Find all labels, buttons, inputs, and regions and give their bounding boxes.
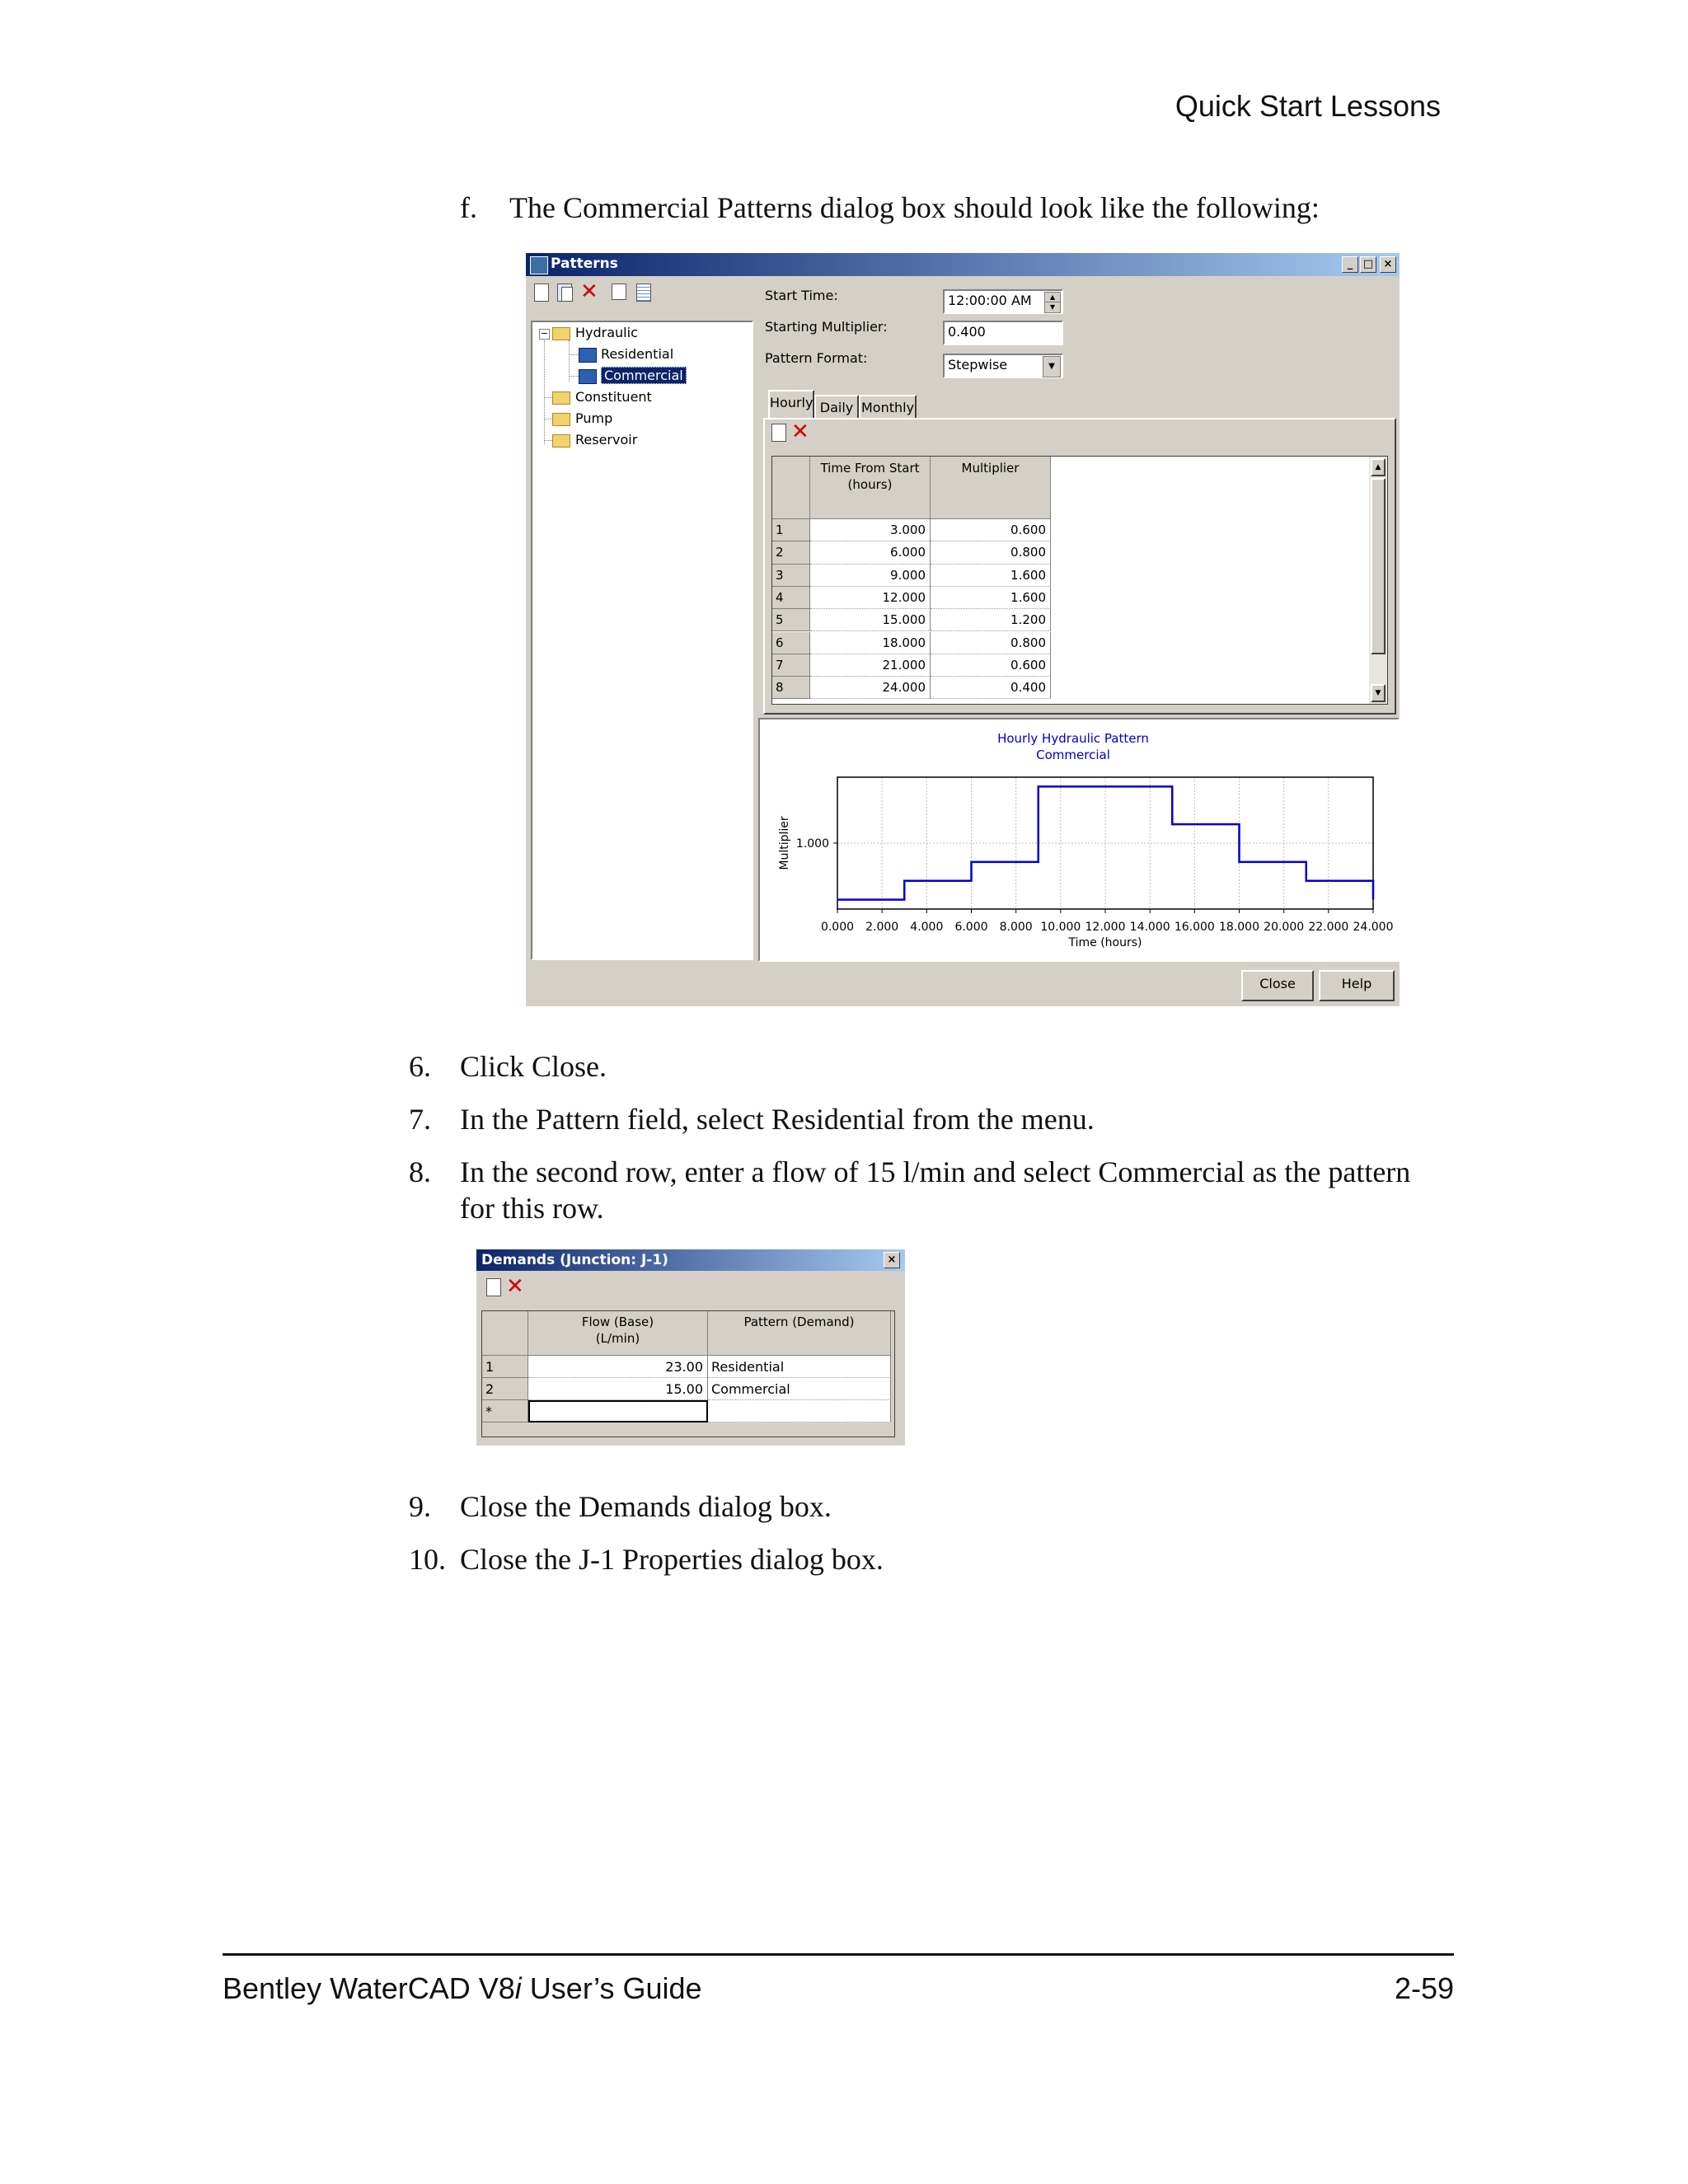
flow-cell[interactable] [528, 1400, 708, 1422]
row-number: 1 [772, 519, 810, 541]
multiplier-cell[interactable]: 0.800 [931, 632, 1051, 654]
rename-icon[interactable] [610, 283, 628, 302]
delete-row-icon[interactable]: ✕ [791, 419, 809, 444]
multiplier-cell[interactable]: 1.600 [931, 587, 1051, 609]
minimize-button[interactable]: _ [1342, 256, 1358, 273]
time-cell[interactable]: 12.000 [810, 587, 931, 609]
delete-demand-icon[interactable]: ✕ [506, 1274, 524, 1299]
x-tick-label: 20.000 [1264, 921, 1305, 934]
step-10-text: Close the J-1 Properties dialog box. [460, 1543, 884, 1576]
multiplier-cell[interactable]: 0.400 [931, 677, 1051, 699]
step-f-marker: f. [460, 191, 477, 224]
new-row-icon[interactable] [770, 423, 788, 443]
step-7-number: 7. [409, 1103, 431, 1136]
row-number: 8 [772, 677, 810, 699]
patterns-dialog [526, 253, 1400, 1006]
x-tick-label: 4.000 [910, 921, 944, 934]
scroll-thumb[interactable] [1371, 478, 1386, 654]
folder-icon [552, 327, 570, 340]
hourly-tab-panel [763, 418, 1396, 715]
footer-rule [223, 1953, 1454, 1956]
y-axis-label: Multiplier [778, 816, 791, 870]
col-header-flow[interactable]: Flow (Base) (L/min) [528, 1311, 708, 1356]
time-cell[interactable]: 18.000 [810, 632, 931, 654]
report-icon[interactable] [635, 283, 653, 302]
chart-subtitle: Commercial [1036, 748, 1110, 762]
x-tick-label: 6.000 [954, 921, 988, 934]
time-cell[interactable]: 3.000 [810, 519, 931, 541]
page-number: 2-59 [1394, 1971, 1454, 2005]
close-button[interactable]: Close [1241, 970, 1314, 1001]
tree-item-hydraulic[interactable]: Hydraulic [552, 325, 638, 340]
x-tick-label: 12.000 [1085, 921, 1126, 934]
time-cell[interactable]: 21.000 [810, 654, 931, 677]
step-6-text: Click Close. [460, 1050, 607, 1083]
col-header-time[interactable]: Time From Start (hours) [810, 457, 931, 519]
demands-titlebar [476, 1249, 905, 1271]
tree-item-commercial[interactable]: Commercial [579, 368, 687, 384]
pattern-table [771, 456, 1388, 705]
tab-monthly[interactable]: Monthly [859, 395, 917, 418]
tree-item-constituent[interactable]: Constituent [552, 389, 652, 405]
time-cell[interactable]: 15.000 [810, 609, 931, 631]
pattern-chart [758, 718, 1400, 962]
step-f-text: The Commercial Patterns dialog box should look like the following: [509, 191, 1320, 224]
x-tick-label: 2.000 [865, 921, 899, 934]
demands-table-corner [482, 1311, 528, 1356]
starting-multiplier-field[interactable]: 0.400 [943, 321, 1063, 345]
x-axis-label: Time (hours) [1068, 936, 1142, 949]
chevron-down-icon[interactable]: ▼ [1043, 356, 1061, 377]
patterns-app-icon [530, 256, 548, 274]
chart-title: Hourly Hydraulic Pattern [997, 731, 1149, 746]
spin-down-icon[interactable]: ▼ [1044, 302, 1061, 313]
step-8-text: In the second row, enter a flow of 15 l/min and select Commercial as the pattern [460, 1155, 1411, 1188]
row-number: 2 [482, 1378, 528, 1400]
multiplier-cell[interactable]: 1.200 [931, 609, 1051, 631]
pattern-cell[interactable]: Commercial [708, 1378, 891, 1400]
duplicate-icon[interactable] [556, 283, 574, 302]
x-tick-label: 0.000 [820, 921, 855, 934]
pattern-format-select[interactable]: Stepwise ▼ [943, 354, 1063, 378]
table-corner [772, 457, 810, 519]
demands-dialog [476, 1249, 905, 1446]
pattern-chart-svg [760, 719, 1398, 960]
running-header: Quick Start Lessons [1175, 89, 1441, 123]
table-scrollbar[interactable] [1369, 457, 1387, 704]
y-tick-label: 1.000 [795, 837, 829, 851]
pattern-cell[interactable]: Residential [708, 1356, 891, 1378]
row-number: 6 [772, 632, 810, 654]
pattern-cell[interactable] [708, 1400, 891, 1422]
multiplier-cell[interactable]: 0.600 [931, 654, 1051, 677]
pattern-tree [531, 321, 753, 960]
time-cell[interactable]: 24.000 [810, 677, 931, 699]
delete-icon[interactable]: ✕ [580, 279, 598, 304]
step-7-text: In the Pattern field, select Residential from the menu. [460, 1103, 1095, 1136]
step-8-text-continued: for this row. [460, 1192, 604, 1225]
flow-cell[interactable]: 23.00 [528, 1356, 708, 1378]
row-number: 2 [772, 541, 810, 564]
time-cell[interactable]: 6.000 [810, 541, 931, 564]
multiplier-cell[interactable]: 1.600 [931, 565, 1051, 587]
pattern-format-label: Pattern Format: [765, 350, 868, 366]
tree-item-residential[interactable]: Residential [579, 346, 673, 363]
step-8-number: 8. [409, 1155, 431, 1188]
scroll-up-icon[interactable]: ▲ [1371, 458, 1386, 476]
row-number: 4 [772, 587, 810, 609]
row-number: 3 [772, 565, 810, 587]
spin-up-icon[interactable]: ▲ [1044, 292, 1061, 303]
demands-close-button[interactable]: × [884, 1252, 900, 1268]
x-tick-label: 10.000 [1040, 921, 1081, 934]
folder-icon [552, 413, 570, 426]
col-header-pattern[interactable]: Pattern (Demand) [708, 1311, 891, 1356]
step-6-number: 6. [409, 1050, 431, 1083]
demands-table [481, 1310, 895, 1437]
x-tick-label: 8.000 [999, 921, 1033, 934]
folder-icon [552, 434, 570, 448]
multiplier-cell[interactable]: 0.600 [931, 519, 1051, 541]
collapse-toggle[interactable]: − [540, 328, 549, 339]
start-time-field[interactable]: 12:00:00 AM ▲ ▼ [943, 289, 1063, 314]
new-demand-icon[interactable] [485, 1277, 503, 1297]
time-cell[interactable]: 9.000 [810, 565, 931, 587]
step-10-number: 10. [409, 1543, 446, 1576]
start-time-label: Start Time: [765, 288, 838, 303]
scroll-down-icon[interactable]: ▼ [1371, 684, 1386, 702]
tree-item-pump[interactable]: Pump [552, 410, 612, 426]
patterns-titlebar [526, 253, 1400, 276]
pattern-icon [579, 348, 597, 363]
row-number: 5 [772, 609, 810, 631]
patterns-title: Patterns [551, 255, 618, 272]
step-9-number: 9. [409, 1490, 431, 1523]
row-number: * [482, 1400, 528, 1422]
step-9-text: Close the Demands dialog box. [460, 1490, 832, 1523]
x-tick-label: 14.000 [1129, 921, 1170, 934]
x-tick-label: 16.000 [1174, 921, 1215, 934]
pattern-icon [579, 369, 597, 384]
multiplier-cell[interactable]: 0.800 [931, 541, 1051, 564]
x-tick-label: 22.000 [1308, 921, 1349, 934]
tab-daily[interactable]: Daily [814, 395, 859, 418]
col-header-multiplier[interactable]: Multiplier [931, 457, 1051, 519]
x-tick-label: 18.000 [1219, 921, 1259, 934]
new-icon[interactable] [532, 283, 551, 302]
starting-multiplier-label: Starting Multiplier: [765, 319, 888, 335]
row-number: 7 [772, 654, 810, 677]
x-tick-label: 24.000 [1353, 921, 1394, 934]
folder-icon [552, 391, 570, 405]
row-number: 1 [482, 1356, 528, 1378]
footer-book-title: Bentley WaterCAD V8i User’s Guide [223, 1971, 702, 2005]
tree-item-reservoir[interactable]: Reservoir [552, 432, 637, 448]
tab-hourly[interactable]: Hourly [768, 390, 814, 418]
close-window-button[interactable]: × [1380, 256, 1396, 273]
maximize-button[interactable]: □ [1360, 256, 1376, 273]
flow-cell[interactable]: 15.00 [528, 1378, 708, 1400]
help-button[interactable]: Help [1319, 970, 1395, 1001]
demands-title: Demands (Junction: J-1) [481, 1252, 668, 1268]
